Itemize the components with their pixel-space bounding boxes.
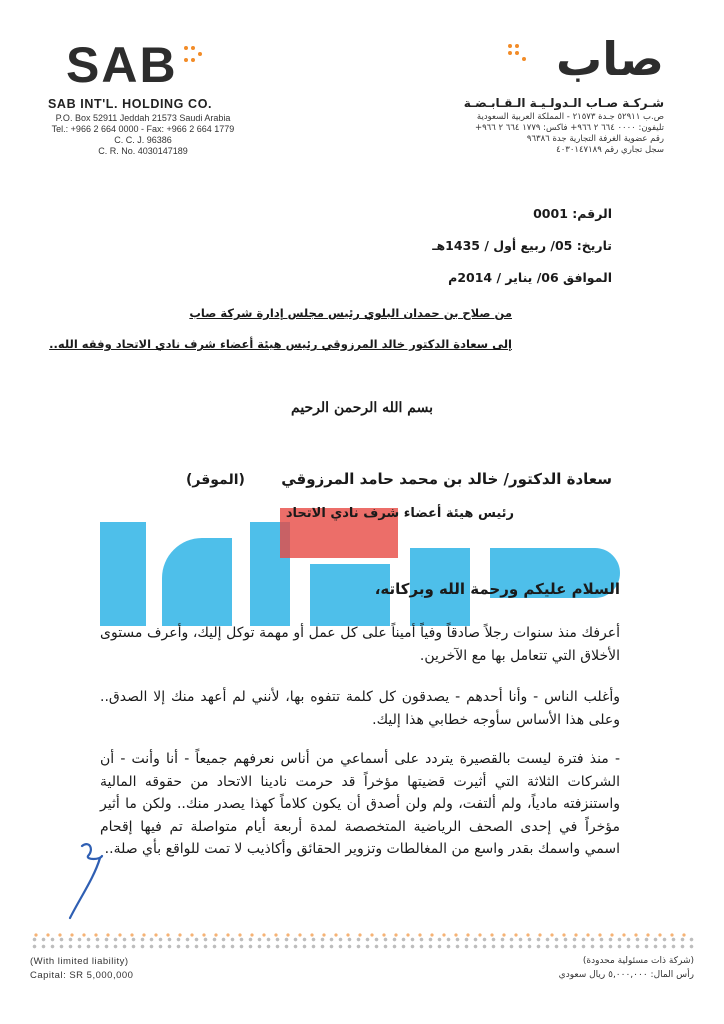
cr-line: C. R. No. 4030147189 [98,146,188,156]
addressee-title: رئيس هيئة أعضاء شرف نادي الاتحاد [285,506,514,521]
basmala: بسم الله الرحمن الرحيم [291,400,433,416]
reference-number: الرقم: 0001 [533,206,612,221]
paragraph-3: - منذ فترة ليست بالقصيرة يتردد على أسماعي من أناس نعرفهم جميعاً - أنا وأنت - أن الشركات الثلاثة التي أثيرت قضيتها مؤخراً قد حرمت نادينا الاتحاد من حقوقه المالية واستنزفته مادياً، ولم ألتفت، ولم ولن أصدق أن يكون كلاماً كهذا يصدر منك.. ولكن ما أثير مؤخراً في إحدى الصحف الرياضية المتخصصة لمدة أربعة أيام متواصلة تم فيها إقحام اسمي واسمك بقدر واسع من المغالطات وتزوير الحقائق وأكاذيب لا تمت للواقع بأي صلة.. [100,751,620,857]
to-line: إلى سعادة الدكتور خالد المرزوقي رئيس هيئة أعضاء شرف نادي الاتحاد وفقه الله.. [49,337,512,351]
ccj-line: C. C. J. 96386 [114,135,172,145]
phone-line-ar: تليفون: ٠٠٠٠ ٦٦٤ ٢ ٩٦٦+ فاكس: ١٧٧٩ ٦٦٤ ٢ ٩٦٦+ [474,123,664,133]
address-line: P.O. Box 52911 Jeddah 21573 Saudi Arabia [55,113,231,123]
address-line-ar: ص.ب ٥٢٩١١ جـدة ٢١٥٧٣ - المملكة العربية السعودية [476,112,664,122]
paragraph-1: أعرفك منذ سنوات رجلاً صادقاً وفياً أميناً على كل عمل أو مهمة توكل إليك، وأعرف مستوى الأخلاق التي تتعامل بها مع الآخرين. [100,625,620,664]
sab-logo: SAB [66,37,178,93]
capital-en: Capital: SR 5,000,000 [30,970,134,981]
cr-line-ar: سجل تجاري رقم ٤٠٣٠١٤٧١٨٩ [556,145,664,155]
limited-liability-en: (With limited liability) [30,956,129,967]
paragraph-2: وأغلب الناس - وأنا أحدهم - يصدقون كل كلمة تتفوه بها، لأنني لم أعهد منك إلا الصدق.. وعلى هذا الأساس سأوجه خطابي هذا إليك. [100,689,620,728]
addressee-name: سعادة الدكتور/ خالد بن محمد حامد المرزوقي [281,470,612,488]
contact-block-en [48,113,238,157]
company-name-ar: شـركـة صـاب الـدولـيـة الـقـابـضـة [463,96,664,110]
phone-line: Tel.: +966 2 664 0000 - Fax: +966 2 664 1779 [51,124,235,134]
capital-ar: رأس المال: ٥,٠٠٠,٠٠٠ ريال سعودي [558,970,694,980]
footer-dots [30,936,694,950]
watermark-text: Al Nadi [400,524,452,541]
hijri-date: تاريخ: 05/ ربيع أول / 1435هـ [432,238,612,253]
company-name-en: SAB INT'L. HOLDING CO. [48,97,213,111]
gregorian-date: الموافق 06/ يناير / 2014م [448,270,612,285]
sab-logo-arabic: صاب [556,32,664,86]
greeting: السلام عليكم ورحمة الله وبركاته، [374,580,620,598]
watermark-logo [100,508,620,638]
handwritten-mark [60,838,110,922]
chamber-line-ar: رقم عضوية الغرفة التجارية جدة ٩٦٣٨٦ [526,134,664,144]
limited-liability-ar: (شركة ذات مسئولية محدودة) [582,956,694,966]
from-line: من صلاح بن حمدان البلوي رئيس مجلس إدارة شركة صاب [189,306,512,320]
addressee-honorific: (الموقر) [186,472,245,488]
